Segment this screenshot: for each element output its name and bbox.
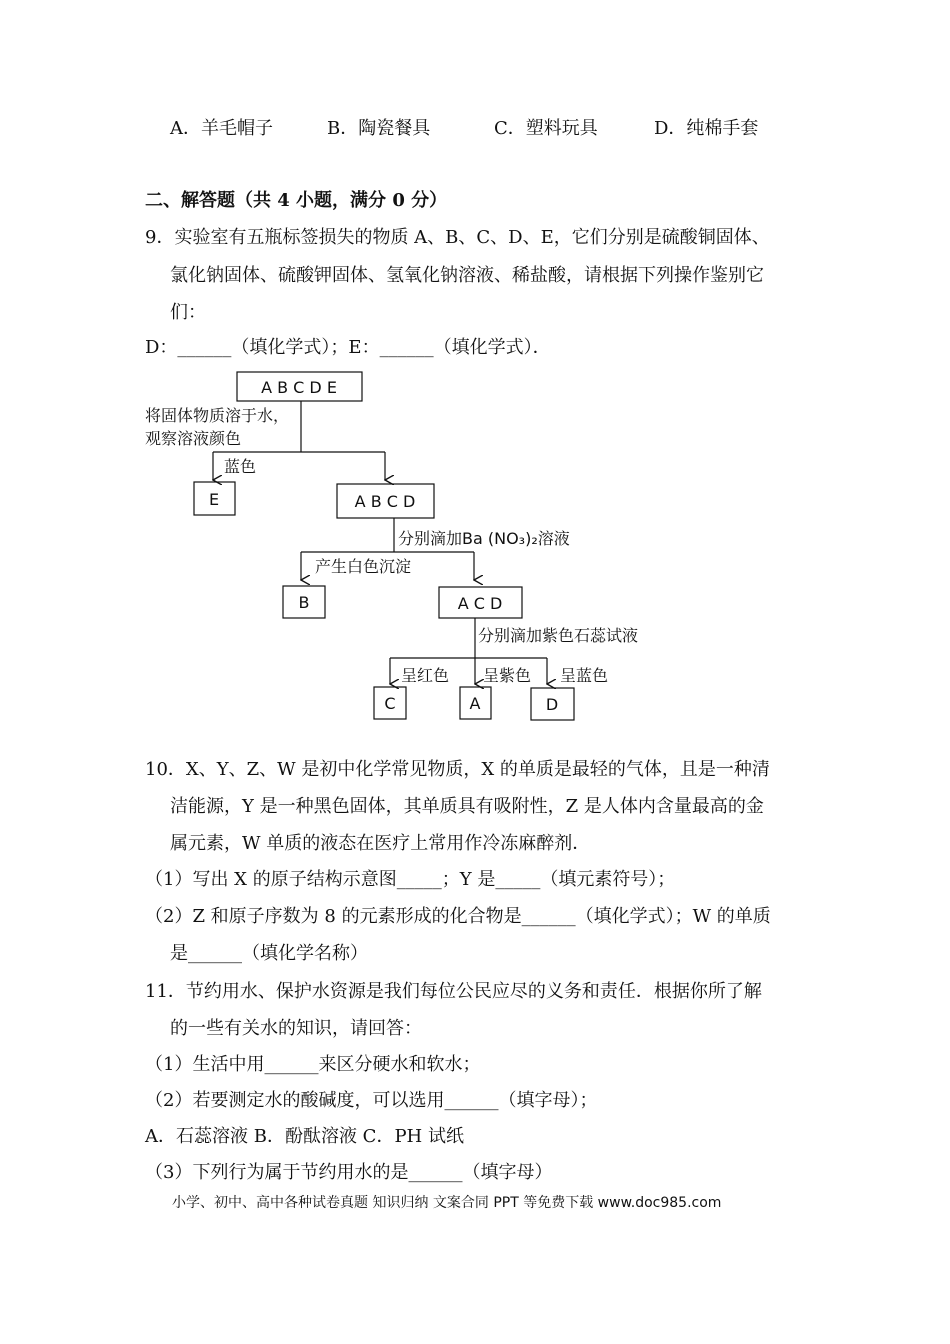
box-d-label: D [545,695,559,714]
box-e-label: E [208,490,220,509]
white-precipitate-label: 产生白色沉淀 [315,557,412,576]
q11-line3: （1）生活中用______来区分硬水和软水； [145,1054,481,1075]
option-b: B．陶瓷餐具 [327,118,431,139]
flowchart [140,366,660,726]
q10-line5: （2）Z 和原子序数为 8 的元素形成的化合物是______（填化学式）；W 的单质 [145,906,771,927]
q9-line1: 9．实验室有五瓶标签损失的物质 A、B、C、D、E，它们分别是硫酸铜固体、 [145,227,770,248]
step1-label-2: 观察溶液颜色 [145,429,242,448]
purple-label: 呈紫色 [483,666,532,685]
q10-line1: 10．X、Y、Z、W 是初中化学常见物质，X 的单质是最轻的气体，且是一种清 [145,759,770,780]
box-c-label: C [384,694,396,713]
red-label: 呈红色 [401,666,450,685]
step1-label-1: 将固体物质溶于水， [145,406,290,425]
q10-line2: 洁能源，Y 是一种黑色固体，其单质具有吸附性，Z 是人体内含量最高的金 [170,796,764,817]
page-footer: 小学、初中、高中各种试卷真题 知识归纳 文案合同 PPT 等免费下载 www.doc985.com [172,1195,722,1211]
q9-line3: 们： [170,302,206,323]
blue-label: 蓝色 [224,457,257,476]
box-acd-label: A C D [457,594,503,613]
q9-line2: 氯化钠固体、硫酸钾固体、氢氧化钠溶液、稀盐酸，请根据下列操作鉴别它 [170,265,764,286]
q11-line6: （3）下列行为属于节约用水的是______（填字母） [145,1162,553,1183]
step3-label: 分别滴加紫色石蕊试液 [478,626,639,645]
q10-line4: （1）写出 X 的原子结构示意图_____；Y 是_____（填元素符号）； [145,869,676,890]
q11-line1: 11．节约用水、保护水资源是我们每位公民应尽的义务和责任．根据你所了解 [145,981,762,1002]
q11-line5: A．石蕊溶液 B．酚酞溶液 C．PH 试纸 [145,1126,464,1147]
box-abcd-label: A B C D [354,492,416,511]
option-c: C．塑料玩具 [494,118,598,139]
q11-line2: 的一些有关水的知识，请回答： [170,1018,422,1039]
q11-line4: （2）若要测定水的酸碱度，可以选用______（填字母）； [145,1090,598,1111]
q10-line6: 是______（填化学名称） [170,943,368,964]
section-title: 二、解答题（共 4 小题，满分 0 分） [145,190,448,211]
step2-label: 分别滴加Ba (NO₃)₂溶液 [398,529,570,548]
option-a: A．羊毛帽子 [170,118,273,139]
box-abcde-label: A B C D E [261,378,337,397]
box-b-label: B [298,593,310,612]
option-d: D．纯棉手套 [654,118,759,139]
box-a-label: A [469,694,481,713]
blue2-label: 呈蓝色 [560,666,609,685]
q9-line4: D：______（填化学式）；E：______（填化学式）． [145,337,551,358]
q10-line3: 属元素，W 单质的液态在医疗上常用作冷冻麻醉剂． [170,833,591,854]
